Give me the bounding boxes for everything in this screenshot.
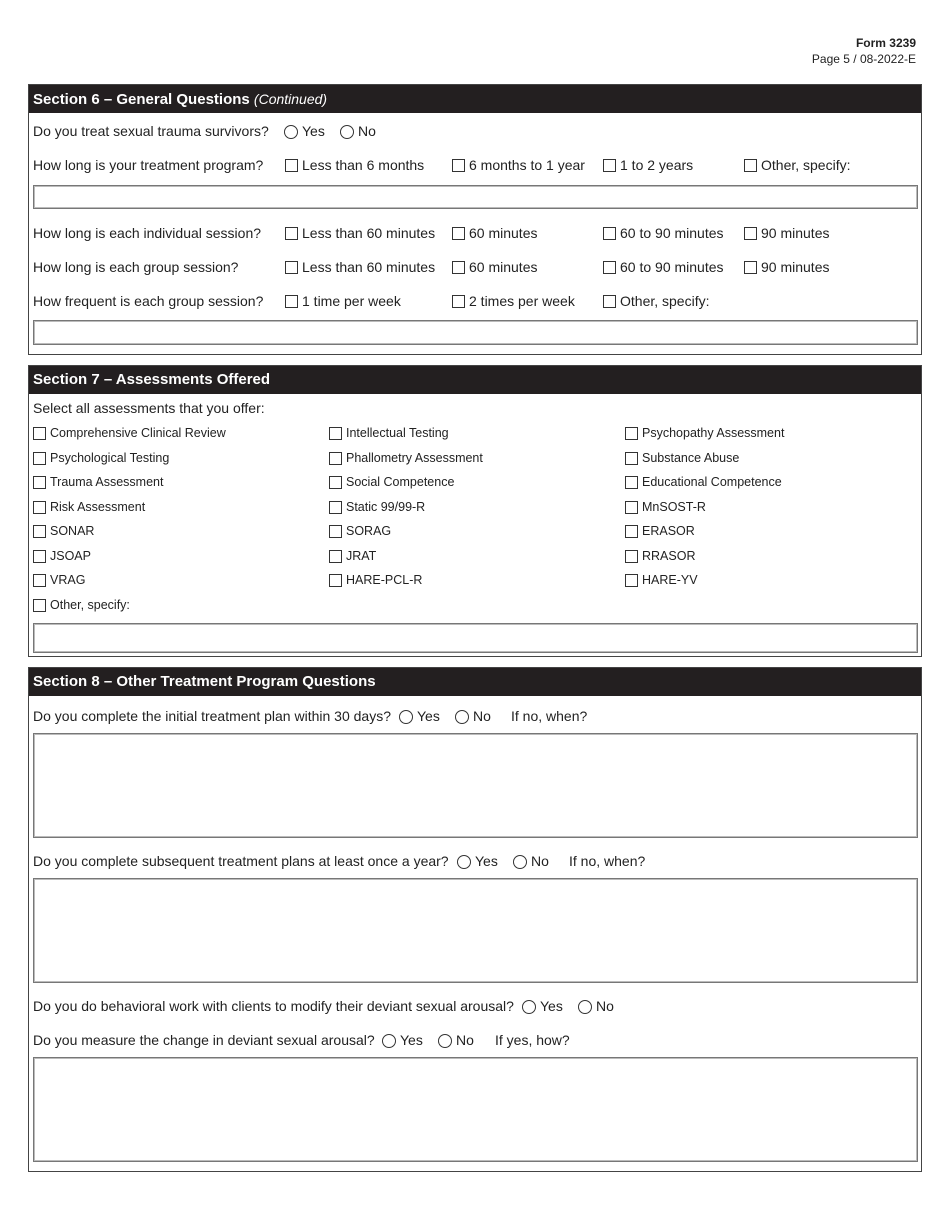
measure-change-if-yes-label: If yes, how?	[495, 1032, 570, 1048]
assessment-label: VRAG	[50, 573, 86, 587]
assessment-checkbox[interactable]	[329, 574, 342, 587]
initial-plan-yes-label: Yes	[417, 708, 440, 724]
assessment-label: Risk Assessment	[50, 500, 146, 514]
program-1-2-years-checkbox[interactable]	[603, 159, 616, 172]
assessment-label: SONAR	[50, 524, 95, 538]
initial-plan-no-radio[interactable]	[455, 710, 469, 724]
subsequent-plans-yes-label: Yes	[475, 853, 498, 869]
assessment-label: Educational Competence	[642, 475, 782, 489]
group-option-label: Less than 60 minutes	[302, 259, 436, 275]
assessment-checkbox[interactable]	[329, 452, 342, 465]
program-other-checkbox[interactable]	[744, 159, 757, 172]
measure-change-yes-radio[interactable]	[382, 1034, 396, 1048]
individual-60-checkbox[interactable]	[452, 227, 465, 240]
assessment-label: Trauma Assessment	[50, 475, 164, 489]
frequency-option-label: Other, specify:	[620, 293, 710, 309]
measure-change-how-field[interactable]	[33, 1057, 918, 1162]
survivors-no-label: No	[358, 123, 376, 139]
assessments-instruction: Select all assessments that you offer:	[33, 400, 265, 416]
program-6-months-1-year-checkbox[interactable]	[452, 159, 465, 172]
section-8-title: Section 8 – Other Treatment Program Questions	[29, 668, 921, 696]
initial-plan-when-field[interactable]	[33, 733, 918, 838]
assessment-label: Substance Abuse	[642, 451, 740, 465]
assessment-checkbox[interactable]	[625, 452, 638, 465]
group-less-60-checkbox[interactable]	[285, 261, 298, 274]
frequency-1-week-checkbox[interactable]	[285, 295, 298, 308]
assessment-checkbox[interactable]	[33, 427, 46, 440]
initial-plan-if-no-label: If no, when?	[511, 708, 588, 724]
subsequent-plans-no-radio[interactable]	[513, 855, 527, 869]
program-option-label: Less than 6 months	[302, 157, 425, 173]
measure-change-yes-label: Yes	[400, 1032, 423, 1048]
behavioral-work-no-label: No	[596, 998, 614, 1014]
group-60-90-checkbox[interactable]	[603, 261, 616, 274]
subsequent-plans-when-field[interactable]	[33, 878, 918, 983]
survivors-yes-radio[interactable]	[284, 125, 298, 139]
assessment-checkbox[interactable]	[625, 501, 638, 514]
assessment-label: JSOAP	[50, 549, 91, 563]
assessment-checkbox[interactable]	[625, 525, 638, 538]
measure-change-no-label: No	[456, 1032, 474, 1048]
assessment-checkbox[interactable]	[625, 574, 638, 587]
form-header	[812, 35, 916, 67]
program-less-6-months-checkbox[interactable]	[285, 159, 298, 172]
assessment-checkbox[interactable]	[329, 476, 342, 489]
question-individual-session: How long is each individual session?	[33, 225, 262, 241]
frequency-other-specify-field[interactable]	[33, 320, 918, 345]
assessment-label: RRASOR	[642, 549, 696, 563]
assessment-label: Comprehensive Clinical Review	[50, 426, 226, 440]
initial-plan-no-label: No	[473, 708, 491, 724]
survivors-yes-label: Yes	[302, 123, 325, 139]
assessment-checkbox[interactable]	[329, 525, 342, 538]
program-option-label: 1 to 2 years	[620, 157, 694, 173]
assessment-other-checkbox[interactable]	[33, 599, 46, 612]
group-option-label: 90 minutes	[761, 259, 830, 275]
individual-60-90-checkbox[interactable]	[603, 227, 616, 240]
assessment-checkbox[interactable]	[33, 501, 46, 514]
individual-option-label: 90 minutes	[761, 225, 830, 241]
question-group-session: How long is each group session?	[33, 259, 239, 275]
assessment-label: HARE-PCL-R	[346, 573, 423, 587]
assessment-label: SORAG	[346, 524, 392, 538]
assessment-checkbox[interactable]	[625, 476, 638, 489]
assessment-label: JRAT	[346, 549, 377, 563]
assessment-checkbox[interactable]	[33, 452, 46, 465]
question-measure-change: Do you measure the change in deviant sexual arousal?	[33, 1032, 375, 1048]
section-6-title	[29, 85, 921, 113]
question-treat-survivors: Do you treat sexual trauma survivors?	[33, 123, 269, 139]
question-group-frequency: How frequent is each group session?	[33, 293, 264, 309]
question-initial-plan: Do you complete the initial treatment plan within 30 days?	[33, 708, 391, 724]
page-info: Page 5 / 08-2022-E	[811, 52, 916, 66]
assessment-label: Static 99/99-R	[346, 500, 426, 514]
assessment-label: ERASOR	[642, 524, 695, 538]
assessment-checkbox[interactable]	[33, 574, 46, 587]
question-program-length: How long is your treatment program?	[33, 157, 264, 173]
section-7-title: Section 7 – Assessments Offered	[29, 366, 921, 394]
assessment-checkbox[interactable]	[33, 525, 46, 538]
section-6	[28, 84, 922, 355]
assessment-label: Phallometry Assessment	[346, 451, 483, 465]
assessment-other-label: Other, specify:	[50, 598, 130, 612]
assessment-checkbox[interactable]	[625, 427, 638, 440]
subsequent-plans-no-label: No	[531, 853, 549, 869]
frequency-other-checkbox[interactable]	[603, 295, 616, 308]
group-option-label: 60 minutes	[469, 259, 538, 275]
behavioral-work-yes-radio[interactable]	[522, 1000, 536, 1014]
individual-90-checkbox[interactable]	[744, 227, 757, 240]
survivors-no-radio[interactable]	[340, 125, 354, 139]
assessment-checkbox[interactable]	[329, 501, 342, 514]
frequency-option-label: 1 time per week	[302, 293, 401, 309]
section-6-title-text: Section 6 – General Questions	[33, 91, 250, 108]
assessment-label: Psychopathy Assessment	[642, 426, 785, 440]
group-60-checkbox[interactable]	[452, 261, 465, 274]
form-number: Form 3239	[855, 36, 916, 50]
frequency-option-label: 2 times per week	[469, 293, 575, 309]
individual-option-label: 60 minutes	[469, 225, 538, 241]
program-option-label: 6 months to 1 year	[469, 157, 585, 173]
individual-option-label: Less than 60 minutes	[302, 225, 436, 241]
assessment-checkbox[interactable]	[33, 476, 46, 489]
assessment-checkbox[interactable]	[329, 427, 342, 440]
assessment-label: Intellectual Testing	[346, 426, 449, 440]
individual-option-label: 60 to 90 minutes	[620, 225, 724, 241]
subsequent-plans-if-no-label: If no, when?	[569, 853, 646, 869]
subsequent-plans-yes-radio[interactable]	[457, 855, 471, 869]
assessment-label: Psychological Testing	[50, 451, 170, 465]
group-90-checkbox[interactable]	[744, 261, 757, 274]
section-8	[28, 667, 922, 1172]
group-option-label: 60 to 90 minutes	[620, 259, 724, 275]
assessment-checkbox[interactable]	[329, 550, 342, 563]
program-other-specify-field[interactable]	[33, 185, 918, 209]
assessment-checkbox[interactable]	[33, 550, 46, 563]
assessment-other-specify-field[interactable]	[33, 623, 918, 653]
question-subsequent-plans: Do you complete subsequent treatment plans at least once a year?	[33, 853, 449, 869]
individual-less-60-checkbox[interactable]	[285, 227, 298, 240]
assessment-checkbox[interactable]	[625, 550, 638, 563]
assessment-label: MnSOST-R	[642, 500, 706, 514]
initial-plan-yes-radio[interactable]	[399, 710, 413, 724]
measure-change-no-radio[interactable]	[438, 1034, 452, 1048]
section-6-continued: (Continued)	[253, 91, 328, 107]
frequency-2-week-checkbox[interactable]	[452, 295, 465, 308]
assessment-label: HARE-YV	[642, 573, 698, 587]
assessment-label: Social Competence	[346, 475, 455, 489]
program-option-label: Other, specify:	[761, 157, 851, 173]
behavioral-work-no-radio[interactable]	[578, 1000, 592, 1014]
behavioral-work-yes-label: Yes	[540, 998, 563, 1014]
section-7	[28, 365, 922, 657]
question-behavioral-work: Do you do behavioral work with clients to modify their deviant sexual arousal?	[33, 998, 514, 1014]
